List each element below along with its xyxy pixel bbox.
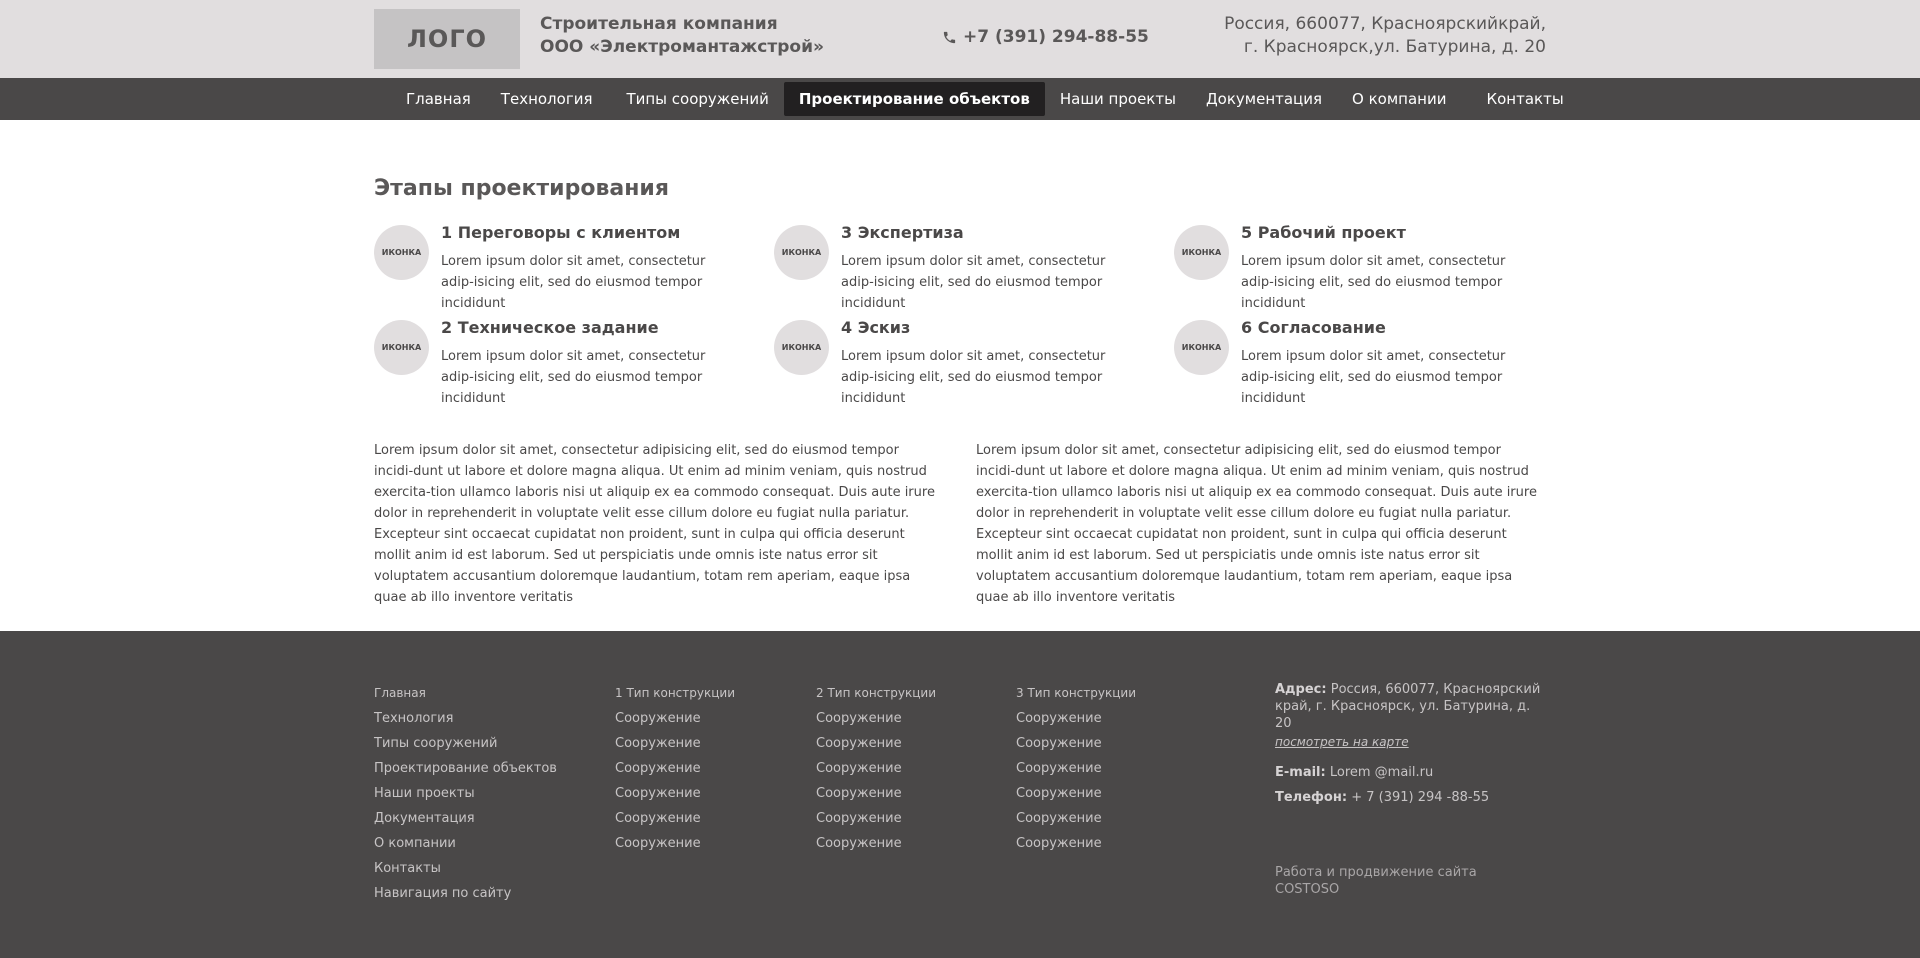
- step-icon-placeholder: ИКОНКА: [1174, 225, 1229, 280]
- page-title: Этапы проектирования: [374, 176, 669, 201]
- step-text: Lorem ipsum dolor sit amet, consectetur adip-isicing elit, sed do eiusmod tempor incididunt: [441, 349, 706, 406]
- header-phone-number: +7 (391) 294-88-55: [963, 27, 1149, 47]
- step-title: 3 Экспертиза: [841, 223, 964, 242]
- nav-item-our-projects[interactable]: Наши проекты: [1059, 90, 1176, 108]
- nav-item-about[interactable]: О компании: [1352, 90, 1447, 108]
- step-icon-placeholder: ИКОНКА: [1174, 320, 1229, 375]
- footer-link-documentation[interactable]: Документация: [374, 811, 475, 826]
- step-title: 2 Техническое задание: [441, 318, 659, 337]
- footer-email: [1275, 764, 1547, 781]
- step-item: [1174, 318, 1546, 413]
- address-value: Россия, 660077, Красноярский край, г. Красноярск, ул. Батурина, д. 20: [1275, 682, 1541, 731]
- step-text: Lorem ipsum dolor sit amet, consectetur adip-isicing elit, sed do eiusmod tempor incididunt: [841, 349, 1106, 406]
- text-columns: [374, 440, 1546, 608]
- step-text: Lorem ipsum dolor sit amet, consectetur adip-isicing elit, sed do eiusmod tempor incididunt: [841, 254, 1106, 311]
- main-content: [0, 120, 1920, 631]
- footer-site-links: [374, 681, 557, 906]
- step-text: Lorem ipsum dolor sit amet, consectetur adip-isicing elit, sed do eiusmod tempor incididunt: [1241, 349, 1506, 406]
- nav-item-technology[interactable]: Технология: [500, 90, 593, 108]
- footer-structure-link[interactable]: Сооружение: [1016, 736, 1102, 751]
- footer-type3-column: [1016, 681, 1136, 856]
- footer-structure-link[interactable]: Сооружение: [1016, 811, 1102, 826]
- footer-link-contacts[interactable]: Контакты: [374, 861, 441, 876]
- footer-structure-link[interactable]: Сооружение: [816, 786, 902, 801]
- footer-structure-link[interactable]: Сооружение: [816, 836, 902, 851]
- step-icon-placeholder: ИКОНКА: [374, 225, 429, 280]
- footer-structure-link[interactable]: Сооружение: [1016, 761, 1102, 776]
- nav-item-home[interactable]: Главная: [406, 90, 471, 108]
- map-link[interactable]: посмотреть на карте: [1275, 735, 1409, 749]
- step-item: [374, 318, 774, 413]
- step-title: 4 Эскиз: [841, 318, 911, 337]
- header-address: [1224, 13, 1546, 59]
- footer-link-structure-types[interactable]: Типы сооружений: [374, 736, 498, 751]
- step-item: [774, 318, 1174, 413]
- footer-structure-link[interactable]: Сооружение: [816, 761, 902, 776]
- step-item: [774, 223, 1174, 318]
- footer-link-object-design[interactable]: Проектирование объектов: [374, 761, 557, 776]
- credit-line-2: COSTOSO: [1275, 882, 1340, 897]
- footer-structure-link[interactable]: Сооружение: [615, 761, 701, 776]
- nav-item-object-design[interactable]: Проектирование объектов: [784, 82, 1045, 116]
- footer-structure-link[interactable]: Сооружение: [1016, 836, 1102, 851]
- footer-structure-link[interactable]: Сооружение: [615, 736, 701, 751]
- footer-phone: [1275, 789, 1547, 806]
- company-name: [540, 13, 824, 59]
- phone-value[interactable]: + 7 (391) 294 -88-55: [1351, 790, 1490, 805]
- footer-structure-link[interactable]: Сооружение: [1016, 711, 1102, 726]
- footer-contacts: [1275, 681, 1547, 806]
- nav-item-structure-types[interactable]: Типы сооружений: [626, 90, 769, 108]
- footer-structure-link[interactable]: Сооружение: [1016, 786, 1102, 801]
- step-title: 1 Переговоры с клиентом: [441, 223, 681, 242]
- footer-type2-column: [816, 681, 936, 856]
- steps-grid: [374, 223, 1546, 413]
- footer-structure-link[interactable]: Сооружение: [816, 736, 902, 751]
- site-footer: [0, 631, 1920, 958]
- phone-icon: [942, 30, 957, 45]
- step-item: [374, 223, 774, 318]
- address-line-1: Россия, 660077, Красноярскийкрай,: [1224, 14, 1546, 34]
- paragraph-left: Lorem ipsum dolor sit amet, consectetur adipisicing elit, sed do eiusmod tempor incidi-dunt ut labore et dolore magna aliqua. Ut enim ad minim veniam, quis nostrud exercita-tion ullamco laboris nisi ut aliquip ex ea commodo consequat. Duis aute irure dolor in reprehenderit in voluptate velit esse cillum dolore eu fugiat nulla pariatur. Excepteur sint occaecat cupidatat non proident, sunt in culpa qui officia deserunt mollit anim id est laborum. Sed ut perspiciatis unde omnis iste natus error sit voluptatem accusantium doloremque laudantium, totam rem aperiam, eaque ipsa quae ab illo inventore veritatis: [374, 443, 935, 605]
- footer-link-our-projects[interactable]: Наши проекты: [374, 786, 475, 801]
- step-text: Lorem ipsum dolor sit amet, consectetur adip-isicing elit, sed do eiusmod tempor incididunt: [1241, 254, 1506, 311]
- footer-structure-link[interactable]: Сооружение: [615, 711, 701, 726]
- footer-type3-head[interactable]: 3 Тип конструкции: [1016, 686, 1136, 700]
- footer-structure-link[interactable]: Сооружение: [816, 711, 902, 726]
- email-label: E-mail:: [1275, 765, 1326, 780]
- nav-item-contacts[interactable]: Контакты: [1486, 90, 1564, 108]
- site-header: [0, 0, 1920, 78]
- footer-type2-head[interactable]: 2 Тип конструкции: [816, 686, 936, 700]
- paragraph-right: Lorem ipsum dolor sit amet, consectetur adipisicing elit, sed do eiusmod tempor incidi-dunt ut labore et dolore magna aliqua. Ut enim ad minim veniam, quis nostrud exercita-tion ullamco laboris nisi ut aliquip ex ea commodo consequat. Duis aute irure dolor in reprehenderit in voluptate velit esse cillum dolore eu fugiat nulla pariatur. Excepteur sint occaecat cupidatat non proident, sunt in culpa qui officia deserunt mollit anim id est laborum. Sed ut perspiciatis unde omnis iste natus error sit voluptatem accusantium doloremque laudantium, totam rem aperiam, eaque ipsa quae ab illo inventore veritatis: [976, 443, 1537, 605]
- step-title: 5 Рабочий проект: [1241, 223, 1406, 242]
- header-phone[interactable]: [942, 27, 1149, 47]
- footer-type1-column: [615, 681, 735, 856]
- nav-item-documentation[interactable]: Документация: [1205, 90, 1323, 108]
- footer-link-technology[interactable]: Технология: [374, 711, 454, 726]
- step-icon-placeholder: ИКОНКА: [774, 320, 829, 375]
- footer-address: [1275, 681, 1547, 732]
- address-line-2: г. Красноярск,ул. Батурина, д. 20: [1243, 37, 1546, 57]
- email-value[interactable]: Lorem @mail.ru: [1329, 765, 1434, 780]
- step-icon-placeholder: ИКОНКА: [774, 225, 829, 280]
- footer-structure-link[interactable]: Сооружение: [615, 786, 701, 801]
- step-icon-placeholder: ИКОНКА: [374, 320, 429, 375]
- step-title: 6 Согласование: [1241, 318, 1386, 337]
- company-line-1: Строительная компания: [540, 14, 778, 34]
- address-label: Адрес:: [1275, 682, 1327, 697]
- footer-link-about[interactable]: О компании: [374, 836, 456, 851]
- footer-structure-link[interactable]: Сооружение: [816, 811, 902, 826]
- footer-link-sitemap[interactable]: Навигация по сайту: [374, 886, 512, 901]
- footer-type1-head[interactable]: 1 Тип конструкции: [615, 686, 735, 700]
- footer-link-home[interactable]: Главная: [374, 686, 426, 700]
- footer-structure-link[interactable]: Сооружение: [615, 836, 701, 851]
- developer-credit[interactable]: [1275, 864, 1505, 898]
- company-line-2: ООО «Электромантажстрой»: [540, 37, 824, 57]
- main-nav: [0, 78, 1920, 120]
- logo[interactable]: ЛОГО: [374, 9, 520, 69]
- footer-structure-link[interactable]: Сооружение: [615, 811, 701, 826]
- step-text: Lorem ipsum dolor sit amet, consectetur adip-isicing elit, sed do eiusmod tempor incididunt: [441, 254, 706, 311]
- step-item: [1174, 223, 1546, 318]
- credit-line-1: Работа и продвижение сайта: [1275, 865, 1477, 880]
- phone-label: Телефон:: [1275, 790, 1348, 805]
